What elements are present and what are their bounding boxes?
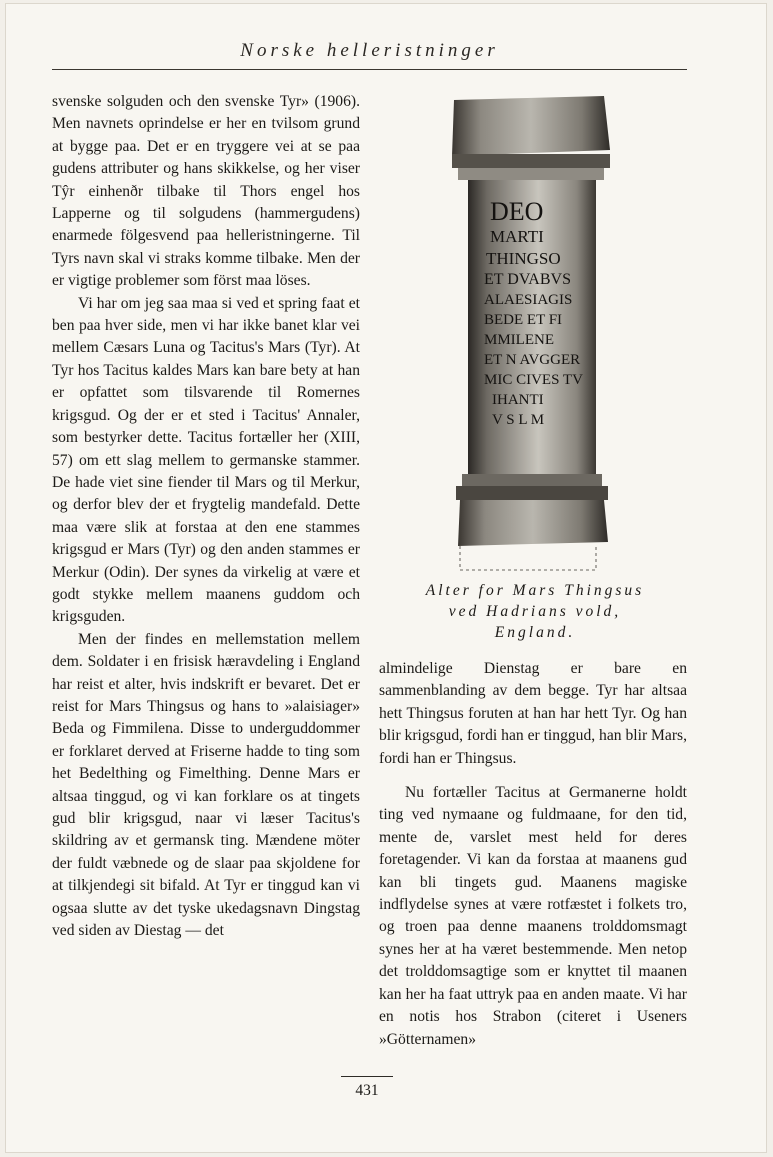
inscription-line: BEDE ET FI — [484, 312, 563, 328]
paragraph: Vi har om jeg saa maa si ved et spring faat et ben paa hver side, men vi har ikke banet klar vei mellem Cæsars Luna og Tacitus's Mars (Tyr). At Tyr hos Tacitus kaldes Mars kan bare bety at han er opfattet som tilsvarende til Romernes krigsgud. Og der er et sted i Tacitus' Annaler, som bestyrker dette. Tacitus fortæller her (XIII, 57) om ett slag mellem to germanske stammer. De hade viet sine fiender til Mars og til Merkur, og derfor blev der et frygtelig mandefald. Dette maa være slik at forstaa at den ene stammes krigsgud er Mars (Tyr) og den anden stammes er Merkur (Odin). Der synes da virkelig at være et godt stykke mellem maanens guddom och krigsguden. — [52, 294, 360, 626]
figure-caption — [390, 580, 680, 643]
page-number-rule — [341, 1076, 393, 1077]
caption-line: England. — [494, 624, 576, 641]
paragraph: Men der findes en mellemstation mellem dem. Soldater i en frisisk hæravdeling i England har reist et alter, hvis indskrift er bevaret. Det er reist for Mars Thingsus og hans to »alaisiager» Beda og Fimmilena. Disse to underguddommer er forklaret derved at Friserne hadde to ting som het Bedelthing og Fimelthing. Denne Mars er altsaa tinggud, og vi kan forklare os at tingets gud blir krigsgud, naar vi læser Tacitus's skildring av et germansk ting. Mændene möter der fuldt væbnede og de slaar paa skjoldene for at tilkjendegi sit bifald. At Tyr er tinggud kan vi ogsaa slutte av det tyske ukedagsnavn Dingstag ved siden av Diestag — det — [52, 630, 360, 940]
page-number: 431 — [355, 1082, 379, 1099]
paragraph: Nu fortæller Tacitus at Germanerne holdt ting ved nymaane og fuldmaane, for den tid, mente de, varslet mest held for deres foretagender. Vi kan da forstaa at maanens gud kan bli tingets gud. Maanens magiske indflydelse synes at være rotfæstet i folkets tro, og troen paa denne maanens trolddomsmagt synes her at ha været bestemmende. Men netop det trolddomsagtige som er knyttet til maanen kan her ha faat uttryk paa en anden maate. Vi har en notis hos Strabon (citeret i Useners »Götternamen» — [379, 784, 687, 1048]
altar-illustration — [446, 90, 616, 576]
missing-part-outline — [460, 546, 596, 570]
inscription-line: THINGSO — [486, 249, 561, 268]
paragraph: svenske solguden och den svenske Tyr» (1906). Men navnets oprindelse er her en tvilsom grund at bygge paa. Det er en tryggere vei at se paa gudens attributer og hans skikkelse, og her viser Tŷr einhenðr tilbake til Thors engel hos Lapperne og til solgudens (hammergudens) enarmede fölgesvend paa helleristningerne. Til Tyrs navn skal vi straks komme tilbake. Men der er vigtige problemer som först maa löses. — [52, 93, 360, 290]
running-title: Norske helleristninger — [240, 40, 499, 61]
altar-capital — [452, 96, 610, 156]
left-column — [52, 91, 360, 942]
caption-line: Alter for Mars Thingsus — [425, 582, 645, 599]
inscription-line: MMILENE — [484, 332, 554, 348]
inscription-line: DEO — [490, 197, 544, 226]
inscription-line: ET DVABVS — [484, 271, 571, 288]
altar-moulding — [458, 168, 604, 180]
paragraph: almindelige Dienstag er bare en sammenblanding av dem begge. Tyr har altsaa hett Thingsus foruten at han har hett Tyr. Og han blir krigsgud, fordi han er tinggud, han blir Mars, fordi han er Thingsus. — [379, 660, 687, 767]
inscription-line: V S L M — [492, 412, 545, 428]
caption-line: ved Hadrians vold, — [448, 603, 622, 620]
altar-cornice — [452, 154, 610, 168]
inscription-line: ET N AVGGER — [484, 352, 581, 368]
inscription-line: MIC CIVES TV — [484, 372, 583, 388]
right-column — [379, 658, 687, 1051]
altar-plinth — [458, 500, 608, 546]
altar-base-moulding — [462, 474, 602, 486]
header-rule — [52, 69, 687, 70]
inscription-line: ALAESIAGIS — [484, 292, 573, 308]
inscription-line: MARTI — [490, 227, 544, 246]
altar-base-moulding — [456, 486, 608, 500]
inscription-line: IHANTI — [492, 392, 544, 408]
page — [6, 4, 766, 1152]
